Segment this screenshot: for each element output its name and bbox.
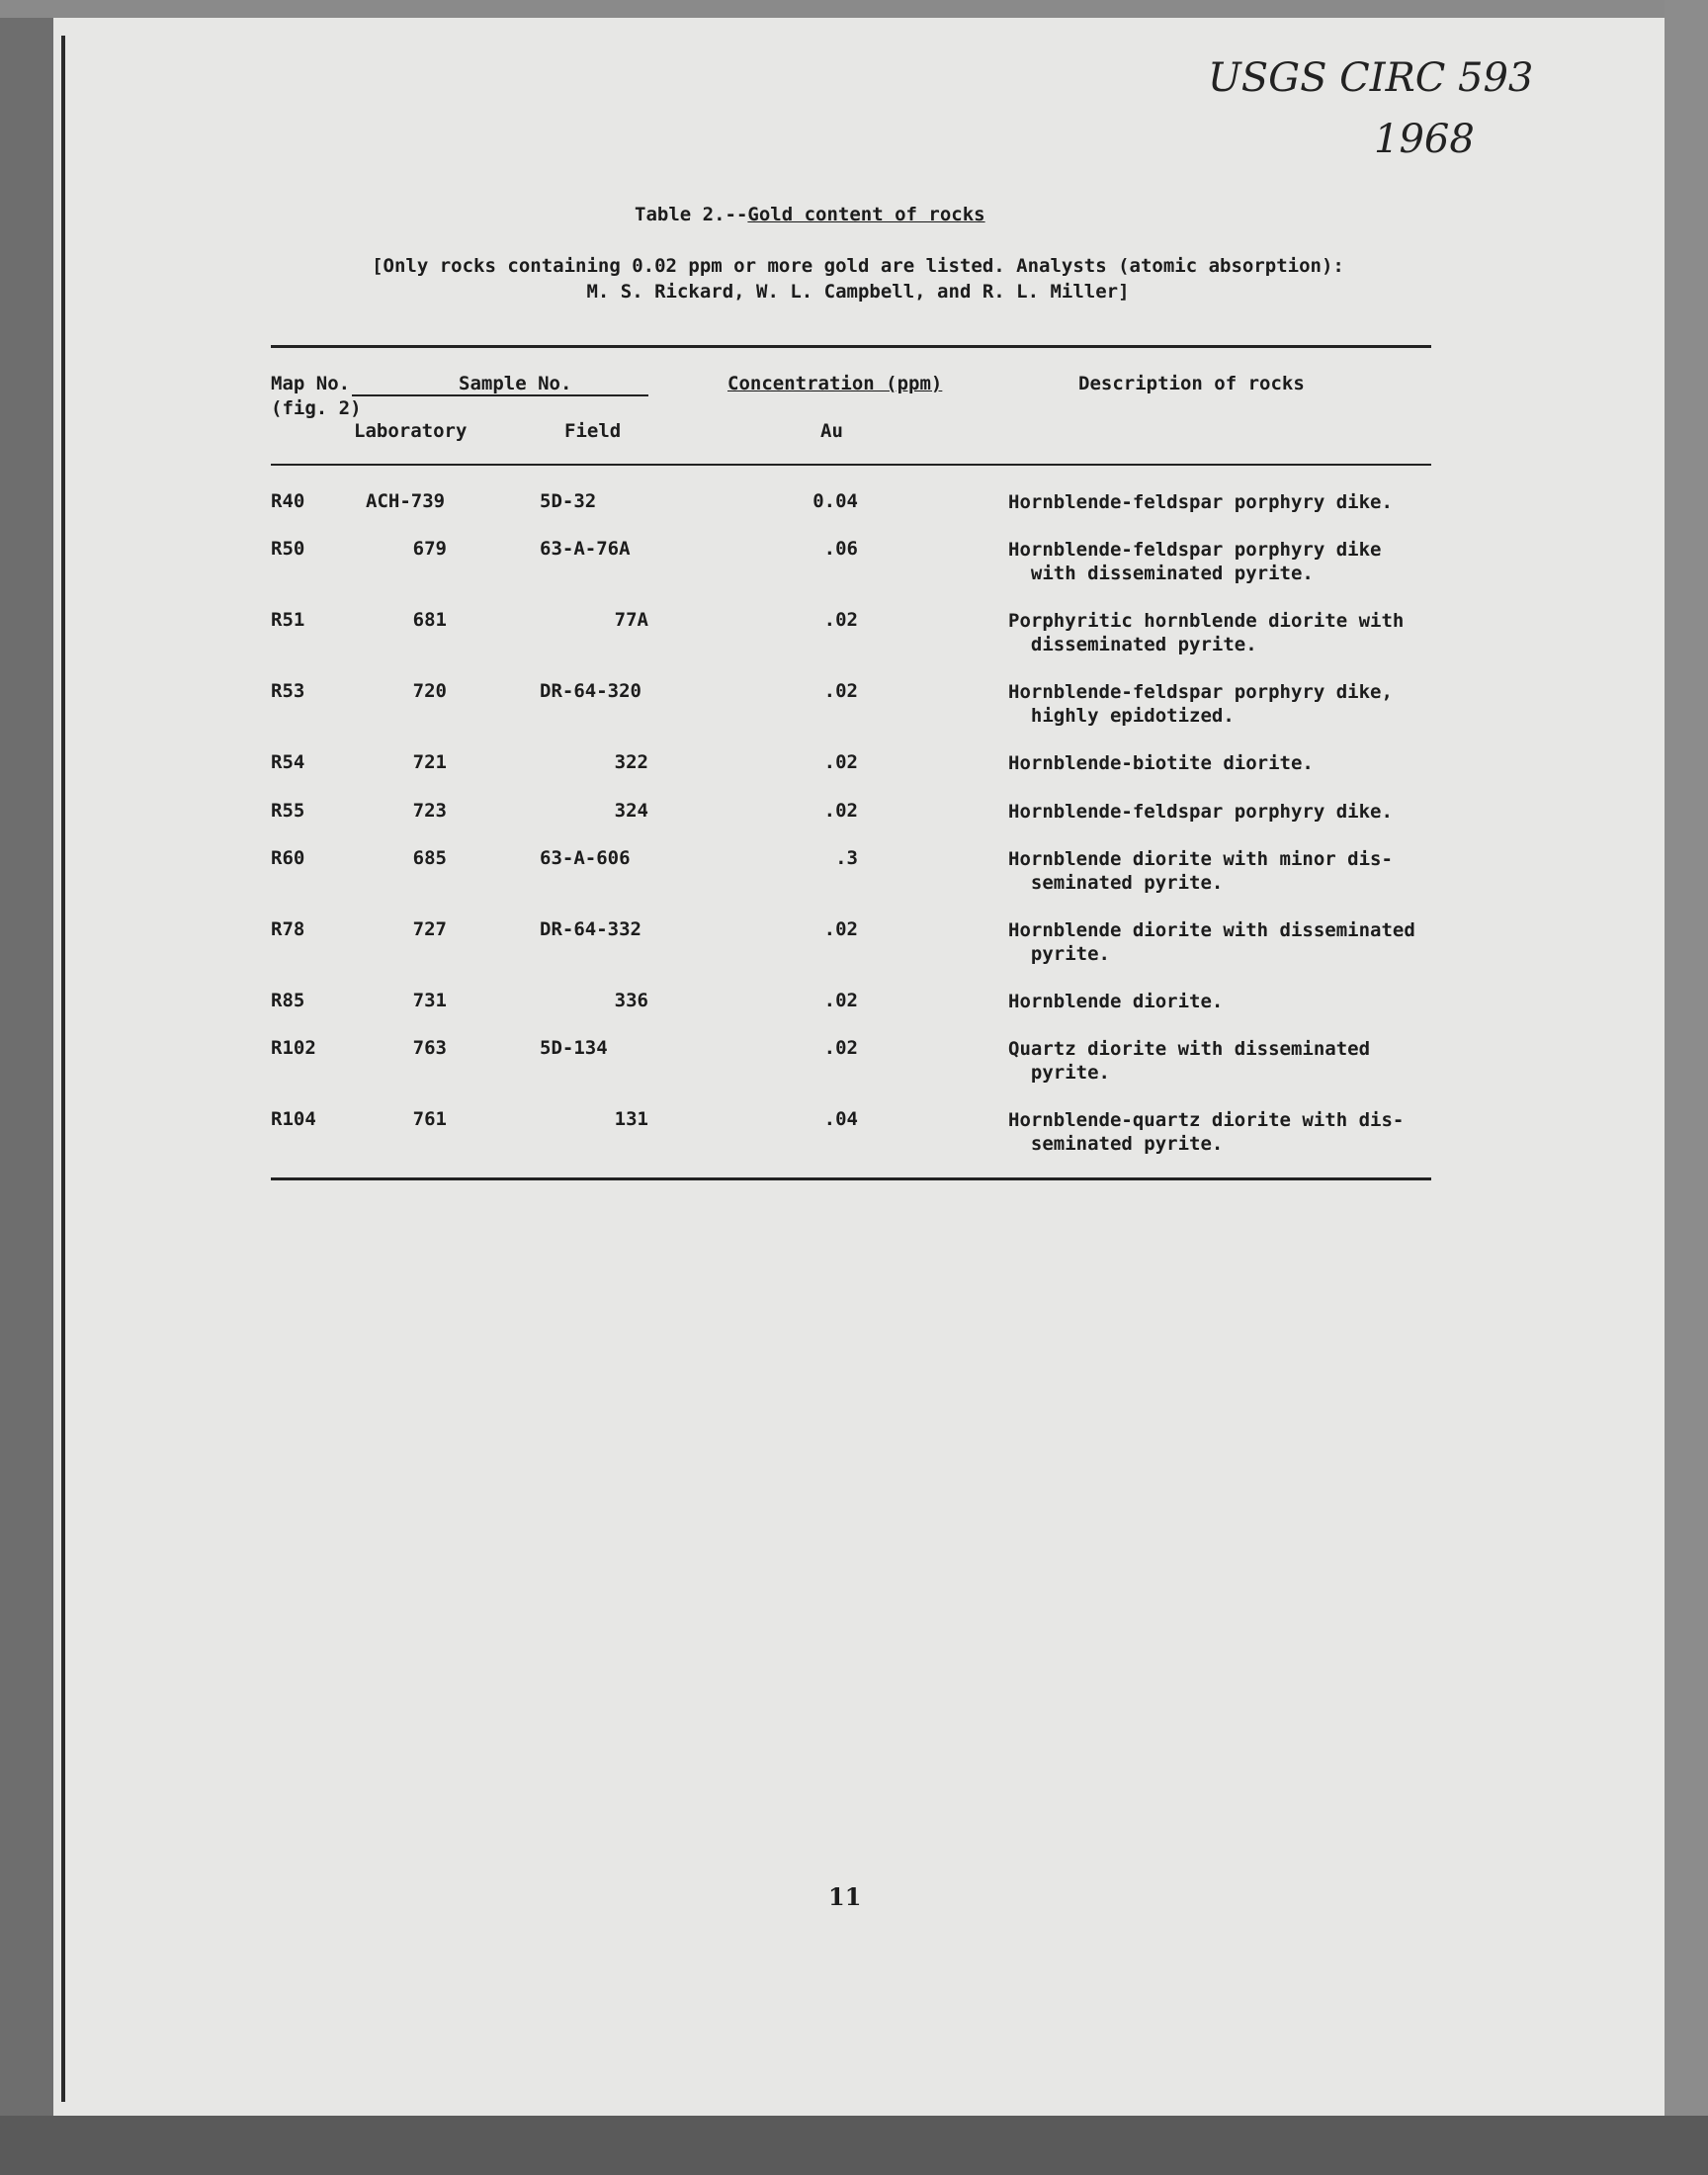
cell-au: .02 — [823, 751, 858, 773]
cell-au: .02 — [823, 990, 858, 1011]
header-description: Description of rocks — [1078, 373, 1305, 394]
cell-au: .02 — [823, 800, 858, 822]
table-title-main: Gold content of rocks — [747, 204, 985, 225]
cell-description: Quartz diorite with disseminated pyrite. — [1008, 1038, 1371, 1084]
cell-au: .02 — [823, 918, 858, 940]
cell-au: .04 — [823, 1108, 858, 1130]
cell-field: 322 — [614, 751, 648, 773]
header-fig: (fig. 2) — [271, 397, 362, 419]
cell-field: 63-A-76A — [540, 538, 631, 560]
cell-map-no: R60 — [271, 847, 305, 869]
header-concentration: Concentration (ppm) — [727, 373, 943, 394]
cell-description: Porphyritic hornblende diorite with disseminated pyrite. — [1008, 610, 1405, 655]
header-au: Au — [820, 420, 843, 442]
binding-edge-line — [61, 36, 65, 2102]
cell-au: .3 — [835, 847, 858, 869]
header-map-no: Map No. — [271, 373, 351, 394]
cell-field: 5D-134 — [540, 1037, 608, 1059]
cell-map-no: R78 — [271, 918, 305, 940]
cell-map-no: R54 — [271, 751, 305, 773]
cell-au: 0.04 — [812, 490, 858, 512]
cell-field: DR-64-320 — [540, 680, 641, 702]
page-number: 11 — [828, 1882, 862, 1911]
cell-au: .02 — [823, 1037, 858, 1059]
cell-description: Hornblende diorite with disseminated pyrite. — [1008, 919, 1415, 965]
table-title-prefix: Table 2.-- — [635, 204, 748, 225]
table-note — [0, 253, 1708, 304]
scan-top-edge — [0, 0, 1708, 18]
cell-description: Hornblende-feldspar porphyry dike. — [1008, 801, 1393, 823]
sample-no-underline — [352, 394, 648, 396]
table-title — [635, 204, 985, 225]
cell-description: Hornblende diorite with minor dis- seminated pyrite. — [1008, 848, 1393, 894]
cell-field: DR-64-332 — [540, 918, 641, 940]
cell-laboratory: 721 — [412, 751, 447, 773]
cell-map-no: R40 — [271, 490, 305, 512]
cell-field: 77A — [614, 609, 648, 631]
cell-description: Hornblende-feldspar porphyry dike with disseminated pyrite. — [1008, 539, 1382, 584]
cell-description: Hornblende-feldspar porphyry dike. — [1008, 491, 1393, 513]
handwritten-annotation — [1208, 47, 1533, 170]
header-bottom-rule — [271, 464, 1431, 466]
cell-laboratory: 679 — [412, 538, 447, 560]
cell-laboratory: 763 — [412, 1037, 447, 1059]
cell-laboratory: 731 — [412, 990, 447, 1011]
cell-laboratory: 681 — [412, 609, 447, 631]
cell-map-no: R50 — [271, 538, 305, 560]
scan-bottom-edge — [0, 2116, 1708, 2175]
scan-right-edge — [1665, 0, 1708, 2175]
document-page — [53, 18, 1665, 2124]
cell-au: .02 — [823, 609, 858, 631]
cell-field: 5D-32 — [540, 490, 597, 512]
cell-laboratory: 761 — [412, 1108, 447, 1130]
cell-laboratory: 727 — [412, 918, 447, 940]
cell-field: 324 — [614, 800, 648, 822]
cell-au: .06 — [823, 538, 858, 560]
cell-laboratory: ACH-739 — [366, 490, 446, 512]
table-note-line2: M. S. Rickard, W. L. Campbell, and R. L. Miller] — [586, 281, 1130, 303]
cell-laboratory: 685 — [412, 847, 447, 869]
annotation-line1: USGS CIRC 593 — [1208, 55, 1534, 101]
cell-map-no: R102 — [271, 1037, 316, 1059]
table-note-line1: [Only rocks containing 0.02 ppm or more gold are listed. Analysts (atomic absorption): — [372, 255, 1344, 277]
cell-field: 131 — [614, 1108, 648, 1130]
header-laboratory: Laboratory — [354, 420, 468, 442]
cell-map-no: R85 — [271, 990, 305, 1011]
cell-laboratory: 720 — [412, 680, 447, 702]
cell-au: .02 — [823, 680, 858, 702]
header-field: Field — [564, 420, 622, 442]
cell-description: Hornblende diorite. — [1008, 991, 1224, 1012]
cell-map-no: R51 — [271, 609, 305, 631]
cell-description: Hornblende-quartz diorite with dis- seminated pyrite. — [1008, 1109, 1405, 1155]
cell-map-no: R53 — [271, 680, 305, 702]
cell-map-no: R55 — [271, 800, 305, 822]
cell-description: Hornblende-feldspar porphyry dike, highly epidotized. — [1008, 681, 1393, 727]
cell-map-no: R104 — [271, 1108, 316, 1130]
table-bottom-rule — [271, 1177, 1431, 1180]
cell-description: Hornblende-biotite diorite. — [1008, 752, 1314, 774]
cell-field: 63-A-606 — [540, 847, 631, 869]
annotation-year: 1968 — [1374, 117, 1475, 162]
cell-field: 336 — [614, 990, 648, 1011]
cell-laboratory: 723 — [412, 800, 447, 822]
header-sample-no: Sample No. — [459, 373, 572, 394]
table-top-rule — [271, 345, 1431, 348]
